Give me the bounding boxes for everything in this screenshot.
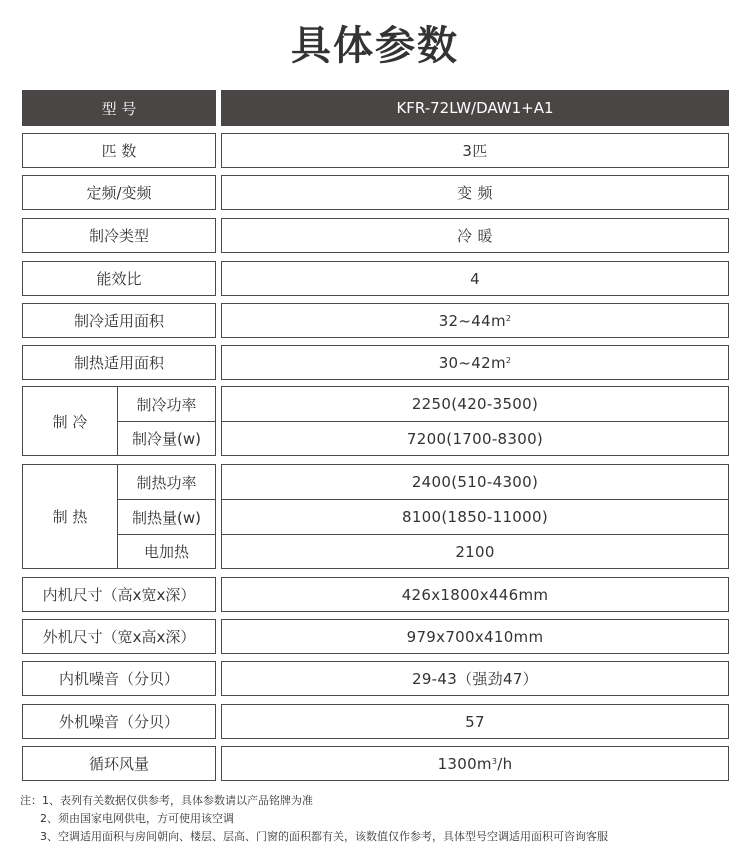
cool-area-label: 制冷适用面积 xyxy=(22,303,216,338)
airflow-value xyxy=(221,746,729,781)
cool-area-number: 32~44m xyxy=(438,311,506,330)
outdoor-size-value: 979x700x410mm xyxy=(221,619,729,654)
heating-group-label: 制 热 xyxy=(22,464,118,569)
heating-power-value: 2400(510-4300) xyxy=(221,464,729,500)
heating-capacity-value: 8100(1850-11000) xyxy=(221,499,729,535)
cooling-power-label: 制冷功率 xyxy=(117,386,216,422)
heating-electric-label: 电加热 xyxy=(117,534,216,569)
heating-power-label: 制热功率 xyxy=(117,464,216,500)
cool-type-label: 制冷类型 xyxy=(22,218,216,253)
note-1: 注：1、表列有关数据仅供参考，具体参数请以产品铭牌为准 xyxy=(20,794,313,807)
cooling-group-label: 制 冷 xyxy=(22,386,118,456)
model-value: KFR-72LW/DAW1+A1 xyxy=(221,90,729,126)
footnotes xyxy=(20,792,740,846)
note-3: 3、空调适用面积与房间朝向、楼层、层高、门窗的面积都有关，该数值仅作参考，具体型号空调适用面积可咨询客服 xyxy=(40,830,608,843)
airflow-number: 1300m xyxy=(437,754,492,773)
indoor-size-value: 426x1800x446mm xyxy=(221,577,729,612)
cool-type-value: 冷 暖 xyxy=(221,218,729,253)
indoor-size-label: 内机尺寸（高x宽x深） xyxy=(22,577,216,612)
cooling-power-value: 2250(420-3500) xyxy=(221,386,729,422)
airflow-label: 循环风量 xyxy=(22,746,216,781)
airflow-suffix: /h xyxy=(497,754,513,773)
freq-label: 定频/变频 xyxy=(22,175,216,210)
hp-label: 匹 数 xyxy=(22,133,216,168)
efficiency-value: 4 xyxy=(221,261,729,296)
cooling-capacity-value: 7200(1700-8300) xyxy=(221,421,729,456)
outdoor-size-label: 外机尺寸（宽x高x深） xyxy=(22,619,216,654)
heat-area-sup: 2 xyxy=(505,356,512,365)
heat-area-label: 制热适用面积 xyxy=(22,345,216,380)
heat-area-value xyxy=(221,345,729,380)
indoor-noise-label: 内机噪音（分贝） xyxy=(22,661,216,696)
heat-area-number: 30~42m xyxy=(438,353,506,372)
note-2: 2、须由国家电网供电，方可使用该空调 xyxy=(40,812,234,825)
heating-capacity-label: 制热量(w) xyxy=(117,499,216,535)
heating-electric-value: 2100 xyxy=(221,534,729,569)
outdoor-noise-value: 57 xyxy=(221,704,729,739)
hp-value: 3匹 xyxy=(221,133,729,168)
cool-area-sup: 2 xyxy=(505,314,512,323)
cooling-capacity-label: 制冷量(w) xyxy=(117,421,216,456)
efficiency-label: 能效比 xyxy=(22,261,216,296)
freq-value: 变 频 xyxy=(221,175,729,210)
indoor-noise-value: 29-43（强劲47） xyxy=(221,661,729,696)
model-label: 型 号 xyxy=(22,90,216,126)
airflow-sup: 3 xyxy=(491,757,498,766)
page-title: 具体参数 xyxy=(291,23,459,69)
outdoor-noise-label: 外机噪音（分贝） xyxy=(22,704,216,739)
cool-area-value xyxy=(221,303,729,338)
